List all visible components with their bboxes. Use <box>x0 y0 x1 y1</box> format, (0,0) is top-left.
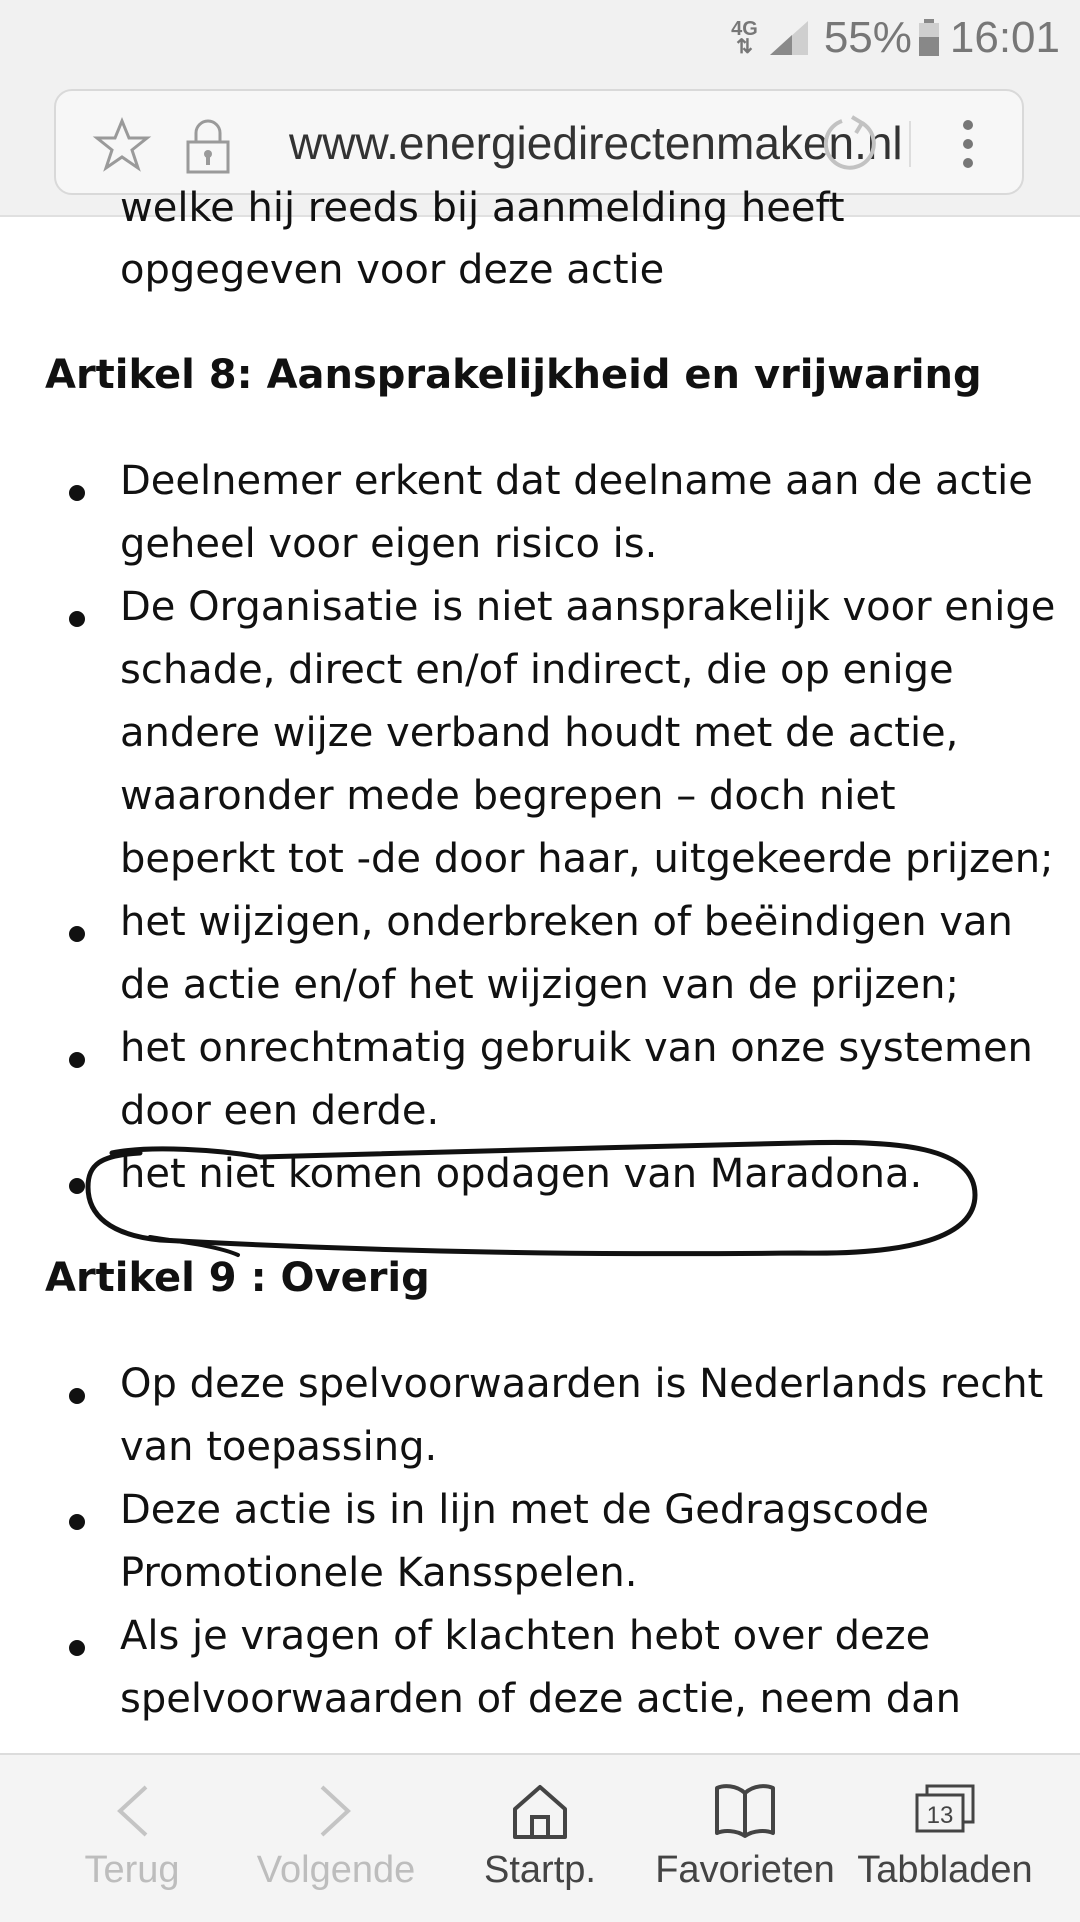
more-options-icon[interactable] <box>960 119 976 169</box>
list-item-text: beperkt tot -de door haar, uitgekeerde prijzen; <box>120 836 1054 882</box>
text-line: opgegeven voor deze actie <box>120 247 665 293</box>
forward-arrow-icon <box>316 1783 356 1839</box>
bookmarks-button[interactable] <box>650 1755 840 1922</box>
list-item-text: Deze actie is in lijn met de Gedragscode <box>120 1487 929 1533</box>
list-item-text: het wijzigen, onderbreken of beëindigen van <box>120 899 1013 945</box>
back-arrow-icon <box>112 1783 152 1839</box>
signal-icon <box>768 19 810 57</box>
bullet <box>69 1640 85 1656</box>
data-arrows-icon: ⇅ <box>736 35 753 58</box>
home-button[interactable] <box>470 1755 610 1922</box>
tabs-icon <box>913 1783 977 1835</box>
tabs-label: Tabbladen <box>857 1849 1033 1891</box>
list-item-text: van toepassing. <box>120 1424 438 1470</box>
browser-bottom-nav <box>0 1753 1080 1922</box>
bullet <box>69 1514 85 1530</box>
battery-icon <box>918 19 940 57</box>
list-item-text: andere wijze verband houdt met de actie, <box>120 710 959 756</box>
list-item-text: de actie en/of het wijzigen van de prijzen; <box>120 962 959 1008</box>
list-item-text: spelvoorwaarden of deze actie, neem dan <box>120 1676 961 1722</box>
back-button[interactable] <box>62 1755 202 1922</box>
network-indicator <box>731 17 758 58</box>
home-label: Startp. <box>484 1849 596 1891</box>
tab-count: 13 <box>926 1802 954 1829</box>
list-item-text: waaronder mede begrepen – doch niet <box>120 773 896 819</box>
article-8-heading: Artikel 8: Aansprakelijkheid en vrijwaring <box>45 352 982 398</box>
article-9-heading: Artikel 9 : Overig <box>45 1255 430 1301</box>
home-icon <box>511 1783 569 1839</box>
list-item-text: Op deze spelvoorwaarden is Nederlands recht <box>120 1361 1044 1407</box>
text-line: welke hij reeds bij aanmelding heeft <box>120 185 845 231</box>
star-bookmark-icon[interactable] <box>94 118 150 172</box>
tabs-button[interactable] <box>850 1755 1040 1922</box>
toolbar-divider <box>909 121 911 167</box>
address-bar[interactable] <box>54 89 1024 195</box>
list-item-text: schade, direct en/of indirect, die op enige <box>120 647 954 693</box>
list-item-text: het onrechtmatig gebruik van onze systemen <box>120 1025 1033 1071</box>
page-content <box>0 185 1080 1753</box>
list-item-text: door een derde. <box>120 1088 440 1134</box>
list-item-text: Als je vragen of klachten hebt over deze <box>120 1613 931 1659</box>
url-text[interactable]: www.energiedirectenmaken.nl <box>289 117 903 169</box>
reload-icon[interactable] <box>822 115 878 171</box>
forward-button[interactable] <box>246 1755 426 1922</box>
bookmarks-label: Favorieten <box>655 1849 835 1891</box>
list-item-text: geheel voor eigen risico is. <box>120 521 658 567</box>
status-bar <box>0 0 1080 75</box>
back-label: Terug <box>84 1849 180 1891</box>
list-item-text-highlighted: het niet komen opdagen van Maradona. <box>120 1151 923 1197</box>
list-item-text: Promotionele Kansspelen. <box>120 1550 638 1596</box>
clock: 16:01 <box>949 12 1060 62</box>
hand-drawn-circle-annotation <box>0 215 1080 1315</box>
battery-percentage: 55% <box>823 12 912 62</box>
book-icon <box>714 1783 776 1837</box>
list-item-text: Deelnemer erkent dat deelname aan de actie <box>120 458 1033 504</box>
lock-icon[interactable] <box>184 118 232 174</box>
list-item-text: De Organisatie is niet aansprakelijk voor enige <box>120 584 1056 630</box>
bullet <box>69 1388 85 1404</box>
forward-label: Volgende <box>256 1849 416 1891</box>
network-type: 4G <box>731 17 758 40</box>
